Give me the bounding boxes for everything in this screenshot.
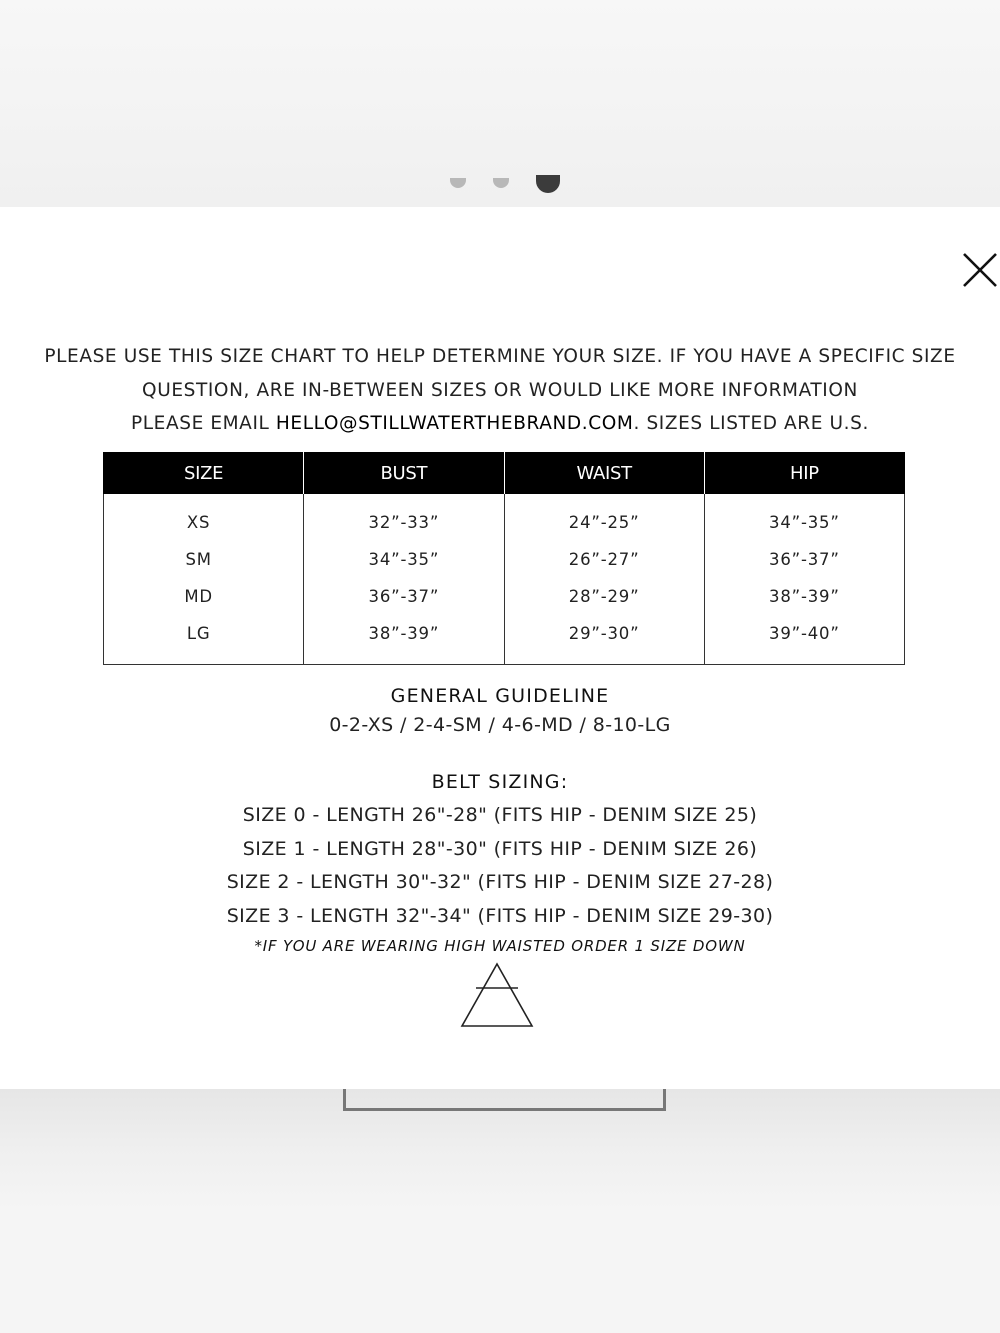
table-cell: 34”-35” — [769, 513, 840, 532]
table-cell: LG — [186, 624, 211, 643]
header-waist: WAIST — [504, 452, 704, 494]
table-cell: 38”-39” — [368, 624, 440, 643]
intro-line-1: PLEASE USE THIS SIZE CHART TO HELP DETERMINE YOUR SIZE. IF YOU HAVE A SPECIFIC SIZE — [44, 346, 956, 367]
table-cell: SM — [185, 550, 212, 569]
belt-size-line: SIZE 2 - LENGTH 30"-32" (FITS HIP - DENIM SIZE 27-28) — [226, 871, 774, 893]
intro-email-suffix: . SIZES LISTED ARE U.S. — [633, 413, 869, 434]
table-cell: XS — [186, 513, 211, 532]
header-hip: HIP — [704, 452, 904, 494]
belt-sizing-title: BELT SIZING: — [431, 771, 569, 793]
intro-email-prefix: PLEASE EMAIL — [131, 413, 276, 434]
table-header-row — [104, 452, 905, 494]
size-column — [104, 494, 304, 665]
guideline-title: GENERAL GUIDELINE — [390, 685, 610, 707]
belt-size-line: SIZE 1 - LENGTH 28"-30" (FITS HIP - DENIM SIZE 26) — [242, 837, 758, 860]
belt-sizing — [0, 767, 1000, 959]
carousel-dot-1[interactable] — [450, 178, 466, 188]
size-chart-intro — [0, 340, 1000, 441]
belt-size-line: SIZE 0 - LENGTH 26"-28" (FITS HIP - DENIM SIZE 25) — [242, 804, 758, 826]
guideline-text: 0-2-XS / 2-4-SM / 4-6-MD / 8-10-LG — [329, 714, 671, 736]
header-bust: BUST — [304, 452, 504, 494]
email-link[interactable]: HELLO@STILLWATERTHEBRAND.COM — [275, 413, 634, 434]
table-cell: 36”-37” — [368, 587, 440, 606]
close-icon[interactable] — [962, 252, 998, 288]
hip-column — [704, 494, 904, 665]
bust-column — [304, 494, 504, 665]
triangle-logo-icon — [460, 962, 534, 1028]
header-size: SIZE — [104, 452, 304, 494]
table-cell: 29”-30” — [568, 624, 640, 643]
table-cell: MD — [184, 587, 213, 606]
carousel-dot-3-active[interactable] — [536, 175, 560, 193]
waist-column — [504, 494, 704, 665]
table-cell: 28”-29” — [568, 587, 640, 606]
belt-size-line: SIZE 3 - LENGTH 32"-34" (FITS HIP - DENIM SIZE 29-30) — [226, 904, 774, 927]
table-cell: 36”-37” — [769, 550, 840, 569]
belt-sizing-note: *IF YOU ARE WEARING HIGH WAISTED ORDER 1 SIZE DOWN — [254, 937, 746, 955]
table-cell: 34”-35” — [368, 550, 440, 569]
background-page-lower — [0, 1089, 1000, 1333]
table-cell: 38”-39” — [769, 587, 840, 606]
intro-line-3 — [0, 407, 1000, 441]
intro-line-2: QUESTION, ARE IN-BETWEEN SIZES OR WOULD LIKE MORE INFORMATION — [142, 379, 858, 401]
table-cell: 24”-25” — [568, 513, 640, 532]
table-cell: 39”-40” — [769, 624, 840, 643]
carousel-dot-2[interactable] — [493, 178, 509, 188]
size-chart-table — [103, 452, 905, 665]
general-guideline — [0, 682, 1000, 740]
table-row — [104, 494, 905, 665]
table-cell: 32”-33” — [368, 513, 440, 532]
carousel-dots — [0, 175, 1000, 195]
table-cell: 26”-27” — [568, 550, 640, 569]
